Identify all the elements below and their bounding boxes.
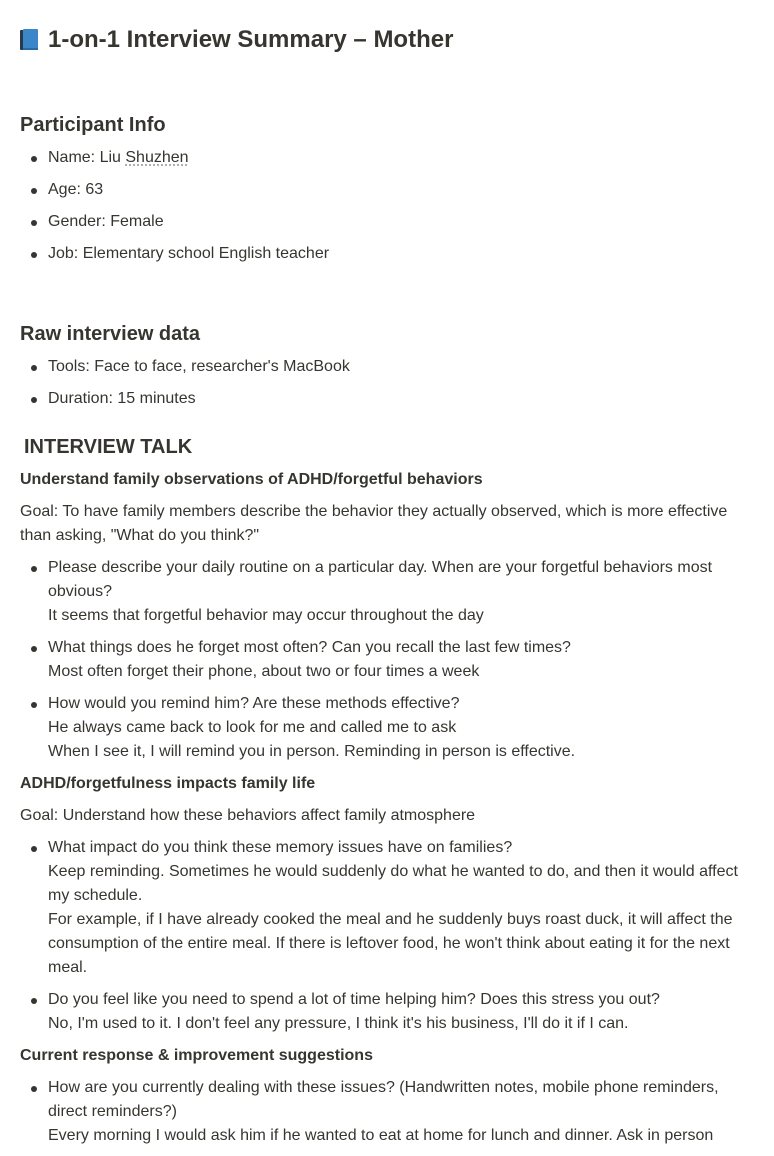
answer-text: No, I'm used to it. I don't feel any pressure, I think it's his business, I'll do it if I can. <box>48 1015 629 1032</box>
section-1-goal: Goal: To have family members describe the behavior they actually observed, which is more effective than asking, "What do you think?" <box>20 503 728 544</box>
question-item <box>20 1076 752 1148</box>
participant-info-heading: Participant Info <box>20 114 166 136</box>
answer-text: Keep reminding. Sometimes he would suddenly do what he wanted to do, and then it would affect my schedule. <box>48 863 738 904</box>
question-item <box>20 836 752 980</box>
page-title <box>20 24 453 56</box>
section-3-subheading: Current response & improvement suggestions <box>20 1047 373 1064</box>
section-1-questions <box>20 556 752 772</box>
list-item-gender: Gender: Female <box>20 210 752 234</box>
answer-text: He always came back to look for me and called me to ask <box>48 719 457 736</box>
section-2-questions <box>20 836 752 1044</box>
question-text: What impact do you think these memory issues have on families? <box>48 839 513 856</box>
interview-talk-heading: INTERVIEW TALK <box>24 436 193 458</box>
raw-data-heading: Raw interview data <box>20 323 201 345</box>
question-item <box>20 692 752 764</box>
section-1-subheading: Understand family observations of ADHD/forgetful behaviors <box>20 471 483 488</box>
section-2-subheading: ADHD/forgetfulness impacts family life <box>20 775 316 792</box>
blue-book-icon <box>20 29 38 51</box>
section-3-questions <box>20 1076 752 1156</box>
list-item-name: Name: Liu Shuzhen <box>20 146 752 170</box>
answer-text: It seems that forgetful behavior may occur throughout the day <box>48 607 484 624</box>
list-item-duration: Duration: 15 minutes <box>20 387 752 411</box>
participant-info-list <box>20 146 752 274</box>
question-item <box>20 988 752 1036</box>
raw-data-list <box>20 355 752 419</box>
answer-text: Most often forget their phone, about two or four times a week <box>48 663 480 680</box>
answer-text: When I see it, I will remind you in person. Reminding in person is effective. <box>48 743 576 760</box>
section-2-goal: Goal: Understand how these behaviors affect family atmosphere <box>20 807 476 824</box>
page-title-text: 1-on-1 Interview Summary – Mother <box>48 26 454 53</box>
question-text: How are you currently dealing with these issues? (Handwritten notes, mobile phone reminders, direct reminders?) <box>48 1079 719 1120</box>
question-text: How would you remind him? Are these methods effective? <box>48 695 460 712</box>
question-text: What things does he forget most often? Can you recall the last few times? <box>48 639 571 656</box>
question-text: Do you feel like you need to spend a lot of time helping him? Does this stress you out? <box>48 991 660 1008</box>
question-text: Please describe your daily routine on a particular day. When are your forgetful behaviors most obvious? <box>48 559 713 600</box>
question-item <box>20 636 752 684</box>
answer-text: For example, if I have already cooked the meal and he suddenly buys roast duck, it will affect the consumption of the entire meal. If there is leftover food, he won't think about eating it for the next meal. <box>48 911 733 976</box>
question-item <box>20 556 752 628</box>
list-item-job: Job: Elementary school English teacher <box>20 242 752 266</box>
list-item-tools: Tools: Face to face, researcher's MacBook <box>20 355 752 379</box>
answer-text: Every morning I would ask him if he wanted to eat at home for lunch and dinner. Ask in person <box>48 1127 714 1144</box>
name-value: Shuzhen <box>125 149 189 166</box>
list-item-age: Age: 63 <box>20 178 752 202</box>
